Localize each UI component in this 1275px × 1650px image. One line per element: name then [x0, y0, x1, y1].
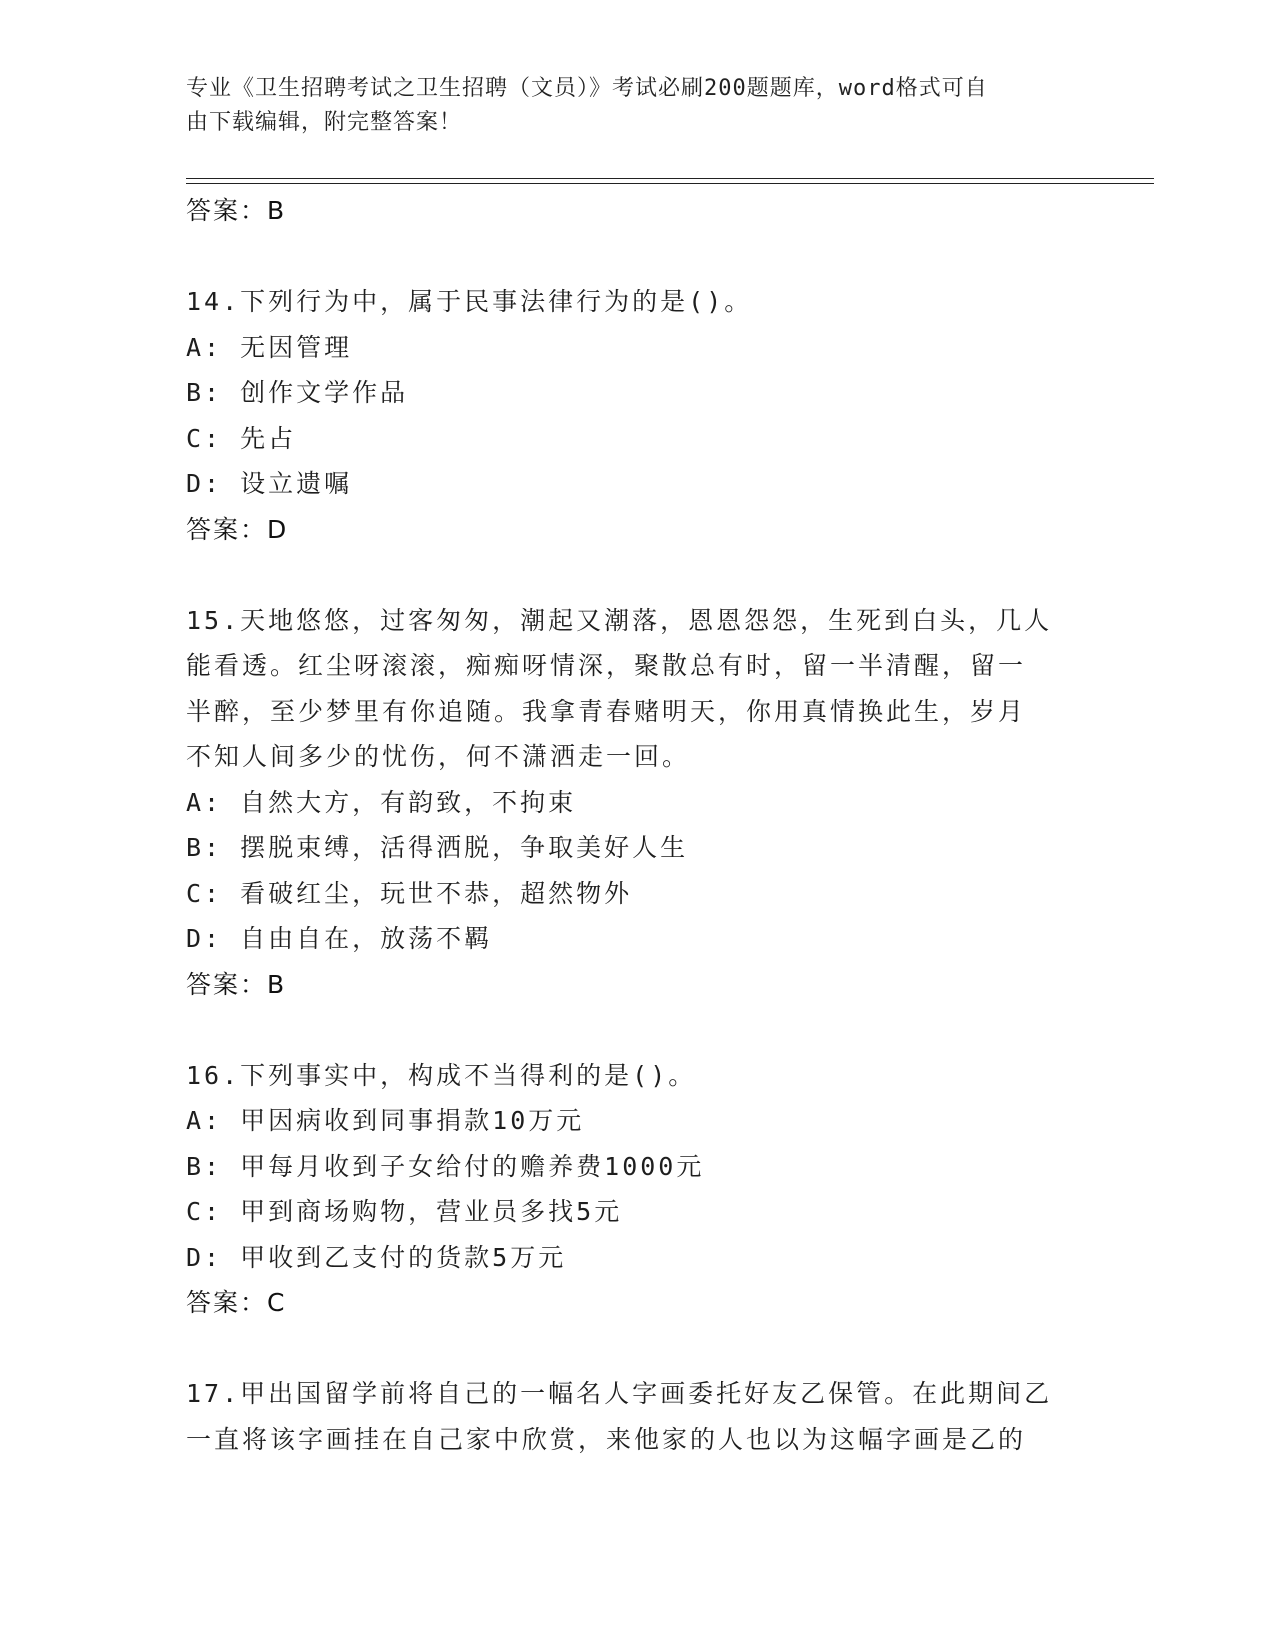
option-d: D: 甲收到乙支付的货款5万元 [186, 1242, 567, 1272]
question-block [186, 598, 1086, 1008]
option-a: A: 自然大方，有韵致，不拘束 [186, 787, 577, 817]
option-d: D: 自由自在，放荡不羁 [186, 924, 493, 953]
question-list [186, 188, 1086, 1462]
question-block [186, 1053, 1086, 1326]
option-a: A: 甲因病收到同事捐款10万元 [186, 1106, 585, 1135]
document-header [186, 72, 1066, 140]
option-a: A: 无因管理 [186, 332, 353, 362]
question-stem: 半醉，至少梦里有你追随。我拿青春赌明天，你用真情换此生，岁月 [186, 696, 1027, 726]
question-block [186, 279, 1086, 552]
header-divider-top [186, 178, 1154, 179]
question-stem: 14.下列行为中，属于民事法律行为的是()。 [186, 287, 753, 316]
answer-line: 答案：D [186, 514, 289, 544]
header-divider-bottom [186, 183, 1154, 184]
question-block [186, 1371, 1086, 1462]
header-line-2: 由下载编辑，附完整答案！ [186, 110, 463, 135]
option-c: C: 甲到商场购物，营业员多找5元 [186, 1197, 623, 1226]
question-stem: 能看透。红尘呀滚滚，痴痴呀情深，聚散总有时，留一半清醒，留一 [186, 651, 1027, 680]
answer-line: 答案：B [186, 969, 287, 999]
option-b: B: 创作文学作品 [186, 378, 409, 407]
option-c: C: 先占 [186, 423, 297, 453]
option-b: B: 摆脱束缚，活得洒脱，争取美好人生 [186, 833, 689, 862]
question-stem: 15.天地悠悠，过客匆匆，潮起又潮落，恩恩怨怨，生死到白头，几人 [186, 605, 1053, 635]
option-c: C: 看破红尘，玩世不恭，超然物外 [186, 878, 633, 908]
question-stem: 不知人间多少的忧伤，何不潇洒走一回。 [186, 742, 691, 771]
question-stem: 一直将该字画挂在自己家中欣赏，来他家的人也以为这幅字画是乙的 [186, 1424, 1027, 1454]
answer-line: 答案：C [186, 1288, 287, 1317]
answer-line: 答案：B [186, 196, 287, 225]
option-b: B: 甲每月收到子女给付的赡养费1000元 [186, 1151, 705, 1181]
question-stem: 16.下列事实中，构成不当得利的是()。 [186, 1060, 697, 1090]
option-d: D: 设立遗嘱 [186, 469, 353, 498]
question-stem: 17.甲出国留学前将自己的一幅名人字画委托好友乙保管。在此期间乙 [186, 1379, 1053, 1408]
header-line-1: 专业《卫生招聘考试之卫生招聘（文员）》考试必刷200题题库，word格式可自 [186, 76, 988, 101]
